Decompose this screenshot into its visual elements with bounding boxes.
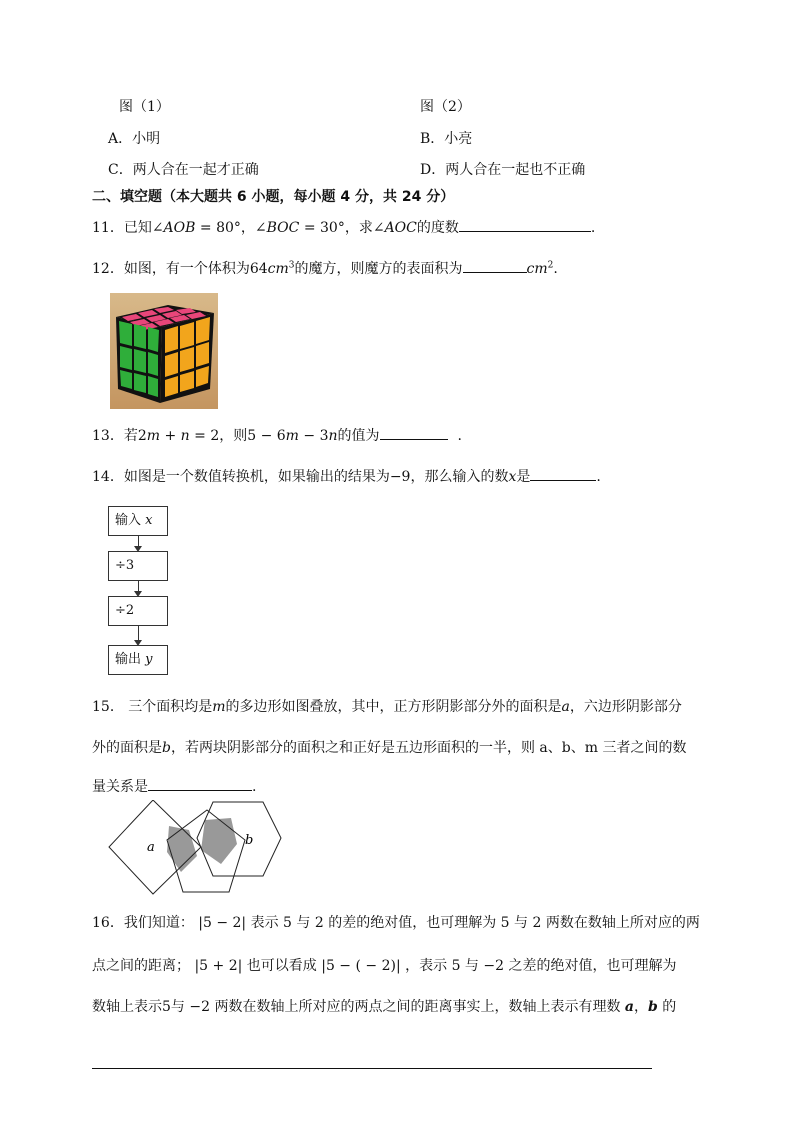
figure-1-caption: 图（1） xyxy=(119,99,170,115)
q13-text: 13．若2 xyxy=(92,428,147,444)
label-b: b xyxy=(245,833,254,848)
q12-unit: cm xyxy=(526,261,548,277)
flow-output-box xyxy=(108,645,168,675)
q11-text: . xyxy=(590,220,596,236)
q15-text: 的多边形如图叠放，其中，正方形阴影部分外的面积是 xyxy=(225,699,562,715)
q15-text: ，若两块阴影部分的面积之和正好是五边形面积的一半，则 a、b、m 三者之间的数 xyxy=(170,740,687,756)
q15-text: . xyxy=(252,779,257,795)
q13-text: + xyxy=(160,428,181,444)
q14-text: 是 xyxy=(516,469,531,485)
q12-sup: 3 xyxy=(288,260,295,271)
q15-var: a xyxy=(561,699,570,715)
q13-text: . xyxy=(457,428,462,444)
option-b: B．小亮 xyxy=(420,131,473,147)
q16-text: ， xyxy=(633,999,648,1015)
q14-var: x xyxy=(508,469,517,485)
q14-text: 14．如图是一个数值转换机，如果输出的结果为−9，那么输入的数 xyxy=(92,469,509,485)
section-title: 二、填空题（本大题共 6 小题，每小题 4 分，共 24 分） xyxy=(92,189,455,205)
flow-output-label: 输出 xyxy=(115,652,146,667)
q14-text: . xyxy=(596,469,601,485)
q16-text: 数轴上表示5与 −2 两数在数轴上所对应的两点之间的距离事实上，数轴上表示有理数 xyxy=(92,999,625,1015)
q16-text: 的 xyxy=(657,999,677,1015)
q13-var: m xyxy=(285,428,299,444)
option-a: A．小明 xyxy=(108,131,161,147)
q15-var: b xyxy=(162,740,171,756)
q15-text: 量关系是 xyxy=(92,779,148,795)
question-12 xyxy=(92,258,558,278)
flow-op-label: ÷3 xyxy=(115,558,135,573)
flow-op-label: ÷2 xyxy=(115,603,135,618)
question-14 xyxy=(92,466,601,486)
q12-sup: 2 xyxy=(547,260,554,271)
figure-2-caption: 图（2） xyxy=(420,99,471,115)
flow-input-label: 输入 xyxy=(115,513,146,528)
question-13 xyxy=(92,425,462,445)
q11-text: = 30°，求∠ xyxy=(299,220,385,236)
footer-rule xyxy=(92,1068,652,1069)
option-d: D．两人合在一起也不正确 xyxy=(420,162,586,178)
flow-input-box xyxy=(108,506,168,536)
q11-text: 的度数 xyxy=(416,220,459,236)
question-16-line-1: 16．我们知道： |5 − 2| 表示 5 与 2 的差的绝对值，也可理解为 5 与 2 两数在数轴上所对应的两 xyxy=(92,915,700,931)
q12-text: . xyxy=(553,261,558,277)
q15-text: 外的面积是 xyxy=(92,740,162,756)
label-a: a xyxy=(147,840,155,855)
question-11 xyxy=(92,217,595,237)
question-15-line-1 xyxy=(92,696,682,716)
q13-text: 的值为 xyxy=(337,428,380,444)
q14-answer-blank[interactable] xyxy=(530,466,596,481)
question-15-line-3 xyxy=(92,776,256,796)
flow-input-var: x xyxy=(145,513,153,528)
q11-angle-aoc: AOC xyxy=(384,220,417,236)
question-16-line-2: 点之间的距离； |5 + 2| 也可以看成 |5 − ( − 2)| ，表示 5 与 −2 之差的绝对值，也可理解为 xyxy=(92,958,677,974)
q12-text: 12．如图，有一个体积为64 xyxy=(92,261,268,277)
q16-var: b xyxy=(647,999,658,1015)
flow-divide-3-box xyxy=(108,551,168,581)
q15-text: 15． 三个面积均是 xyxy=(92,699,213,715)
q12-unit: cm xyxy=(267,261,289,277)
q11-answer-blank[interactable] xyxy=(459,217,591,232)
q15-text: ，六边形阴影部分 xyxy=(569,699,682,715)
polygons-figure xyxy=(105,800,285,896)
q12-text: 的魔方，则魔方的表面积为 xyxy=(294,261,463,277)
q13-var: n xyxy=(328,428,338,444)
q13-answer-blank[interactable] xyxy=(380,425,448,440)
q11-angle-aob: AOB xyxy=(163,220,196,236)
rubiks-cube-image xyxy=(110,293,218,409)
q13-text: − 3 xyxy=(298,428,329,444)
q11-text: = 80°，∠ xyxy=(195,220,267,236)
question-15-line-2 xyxy=(92,737,686,757)
q15-answer-blank[interactable] xyxy=(148,776,252,791)
q13-var: m xyxy=(146,428,161,444)
flow-output-var: y xyxy=(145,652,153,667)
q13-var: n xyxy=(180,428,190,444)
q16-var: a xyxy=(624,999,634,1015)
q12-answer-blank[interactable] xyxy=(463,258,527,273)
q13-text: = 2，则5 − 6 xyxy=(189,428,286,444)
question-16-line-3 xyxy=(92,996,676,1016)
q15-var: m xyxy=(212,699,226,715)
q11-text: 11．已知∠ xyxy=(92,220,164,236)
shaded-hexagon-pentagon xyxy=(201,818,237,864)
q11-angle-boc: BOC xyxy=(266,220,300,236)
flow-divide-2-box xyxy=(108,596,168,626)
option-c: C．两人合在一起才正确 xyxy=(108,162,259,178)
